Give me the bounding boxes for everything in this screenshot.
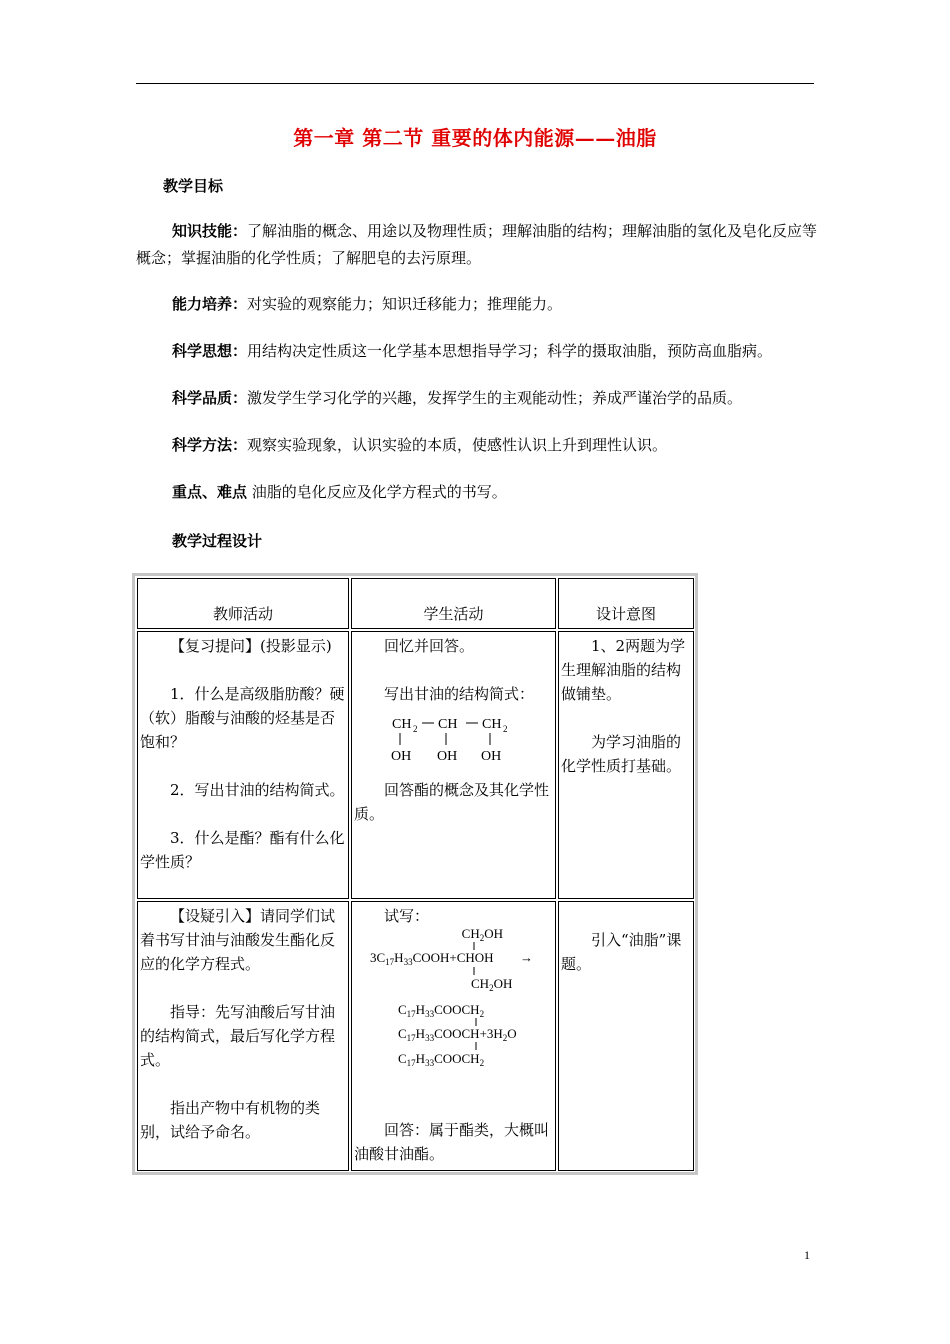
eq-text: $3C_{17}H_{33}COOH+CHOH$ [370, 950, 494, 967]
eq-text: $C_{17}H_{33}COOCH+3H_2O$ [398, 1026, 517, 1043]
glycerol-group: OH [437, 749, 458, 764]
glycerol-subscript: 2 [413, 724, 418, 734]
objectives-heading: 教学目标 [163, 177, 224, 195]
objective-ability [136, 291, 818, 318]
objective-label: 科学品质： [172, 389, 248, 407]
teacher-text: 3．什么是酯？酯有什么化学性质？ [140, 829, 345, 871]
student-text: 回答酯的概念及其化学性质。 [354, 781, 550, 823]
intent-text: 引入“油脂”课题。 [561, 931, 682, 973]
objective-text: 对实验的观察能力；知识迁移能力；推理能力。 [247, 295, 563, 313]
header-teacher-label: 教师活动 [212, 605, 273, 623]
reaction-arrow: → [520, 950, 533, 965]
objective-text: 了解油脂的概念、用途以及物理性质；理解油脂的结构；理解油脂的氢化及皂化反应等概念；掌握油脂的化学性质；了解肥皂的去污原理。 [136, 222, 818, 267]
teacher-text: 【设疑引入】请同学们试着书写甘油与油酸发生酯化反应的化学方程式。 [140, 907, 336, 973]
teacher-text: 指出产物中有机物的类别，试给予命名。 [140, 1099, 321, 1141]
key-points-text: 油脂的皂化反应及化学方程式的书写。 [247, 483, 507, 501]
student-text: 写出甘油的结构简式： [384, 685, 535, 703]
objective-method [136, 432, 818, 459]
row1-student-cell [351, 631, 556, 899]
row1-intent-cell [558, 631, 694, 899]
header-teacher [137, 578, 349, 629]
glycerol-subscript: 2 [503, 724, 508, 734]
key-points-label: 重点、难点 [172, 483, 248, 501]
glycerol-group: OH [391, 749, 412, 764]
student-text: 回答：属于酯类，大概叫油酸甘油酯。 [354, 1121, 550, 1163]
esterification-equation [370, 928, 550, 1098]
eq-text: $CH_2OH$ [471, 976, 513, 993]
objective-knowledge [136, 218, 818, 272]
key-points [136, 479, 818, 506]
glycerol-atom: CH [482, 717, 502, 732]
objective-thought [136, 338, 818, 365]
glycerol-group: OH [481, 749, 502, 764]
glycerol-atom: CH [438, 717, 458, 732]
glycerol-structure [390, 712, 530, 766]
objective-label: 科学方法： [172, 436, 248, 454]
eq-text: $C_{17}H_{33}COOCH_2$ [398, 1002, 485, 1019]
page-title: 第一章 第二节 重要的体内能源——油脂 [293, 126, 657, 150]
teacher-text: 1．什么是高级脂肪酸？硬（软）脂酸与油酸的烃基是否饱和？ [140, 685, 345, 751]
process-heading: 教学过程设计 [172, 532, 263, 550]
row1-teacher-cell [137, 631, 349, 899]
lesson-table [132, 573, 698, 1175]
objective-text: 用结构决定性质这一化学基本思想指导学习；科学的摄取油脂，预防高血脂病。 [247, 342, 773, 360]
objective-text: 观察实验现象，认识实验的本质，使感性认识上升到理性认识。 [247, 436, 668, 454]
objective-text: 激发学生学习化学的兴趣，发挥学生的主观能动性；养成严谨治学的品质。 [247, 389, 743, 407]
intent-text: 为学习油脂的化学性质打基础。 [561, 733, 682, 775]
row2-student-cell [351, 901, 556, 1171]
eq-text: $CH_2OH$ [461, 928, 503, 943]
header-student [351, 578, 556, 629]
objective-label: 能力培养： [172, 295, 248, 313]
header-intent [558, 578, 694, 629]
eq-text: $C_{17}H_{33}COOCH_2$ [398, 1051, 485, 1068]
header-intent-label: 设计意图 [595, 605, 656, 623]
header-student-label: 学生活动 [423, 605, 484, 623]
header-rule [136, 83, 814, 84]
teacher-text: 指导：先写油酸后写甘油的结构简式，最后写化学方程式。 [140, 1003, 336, 1069]
objective-label: 科学思想： [172, 342, 248, 360]
intent-text: 1、2两题为学生理解油脂的结构做铺垫。 [561, 637, 686, 703]
teacher-text: 【复习提问】(投影显示) [170, 637, 332, 655]
row2-intent-cell [558, 901, 694, 1171]
student-text: 回忆并回答。 [384, 637, 475, 655]
row2-teacher-cell [137, 901, 349, 1171]
page-number: 1 [804, 1248, 810, 1262]
teacher-text: 2．写出甘油的结构简式。 [170, 781, 345, 799]
student-text: 试写： [384, 907, 430, 925]
objective-quality [136, 385, 818, 412]
glycerol-atom: CH [392, 717, 412, 732]
objective-label: 知识技能： [172, 222, 248, 240]
